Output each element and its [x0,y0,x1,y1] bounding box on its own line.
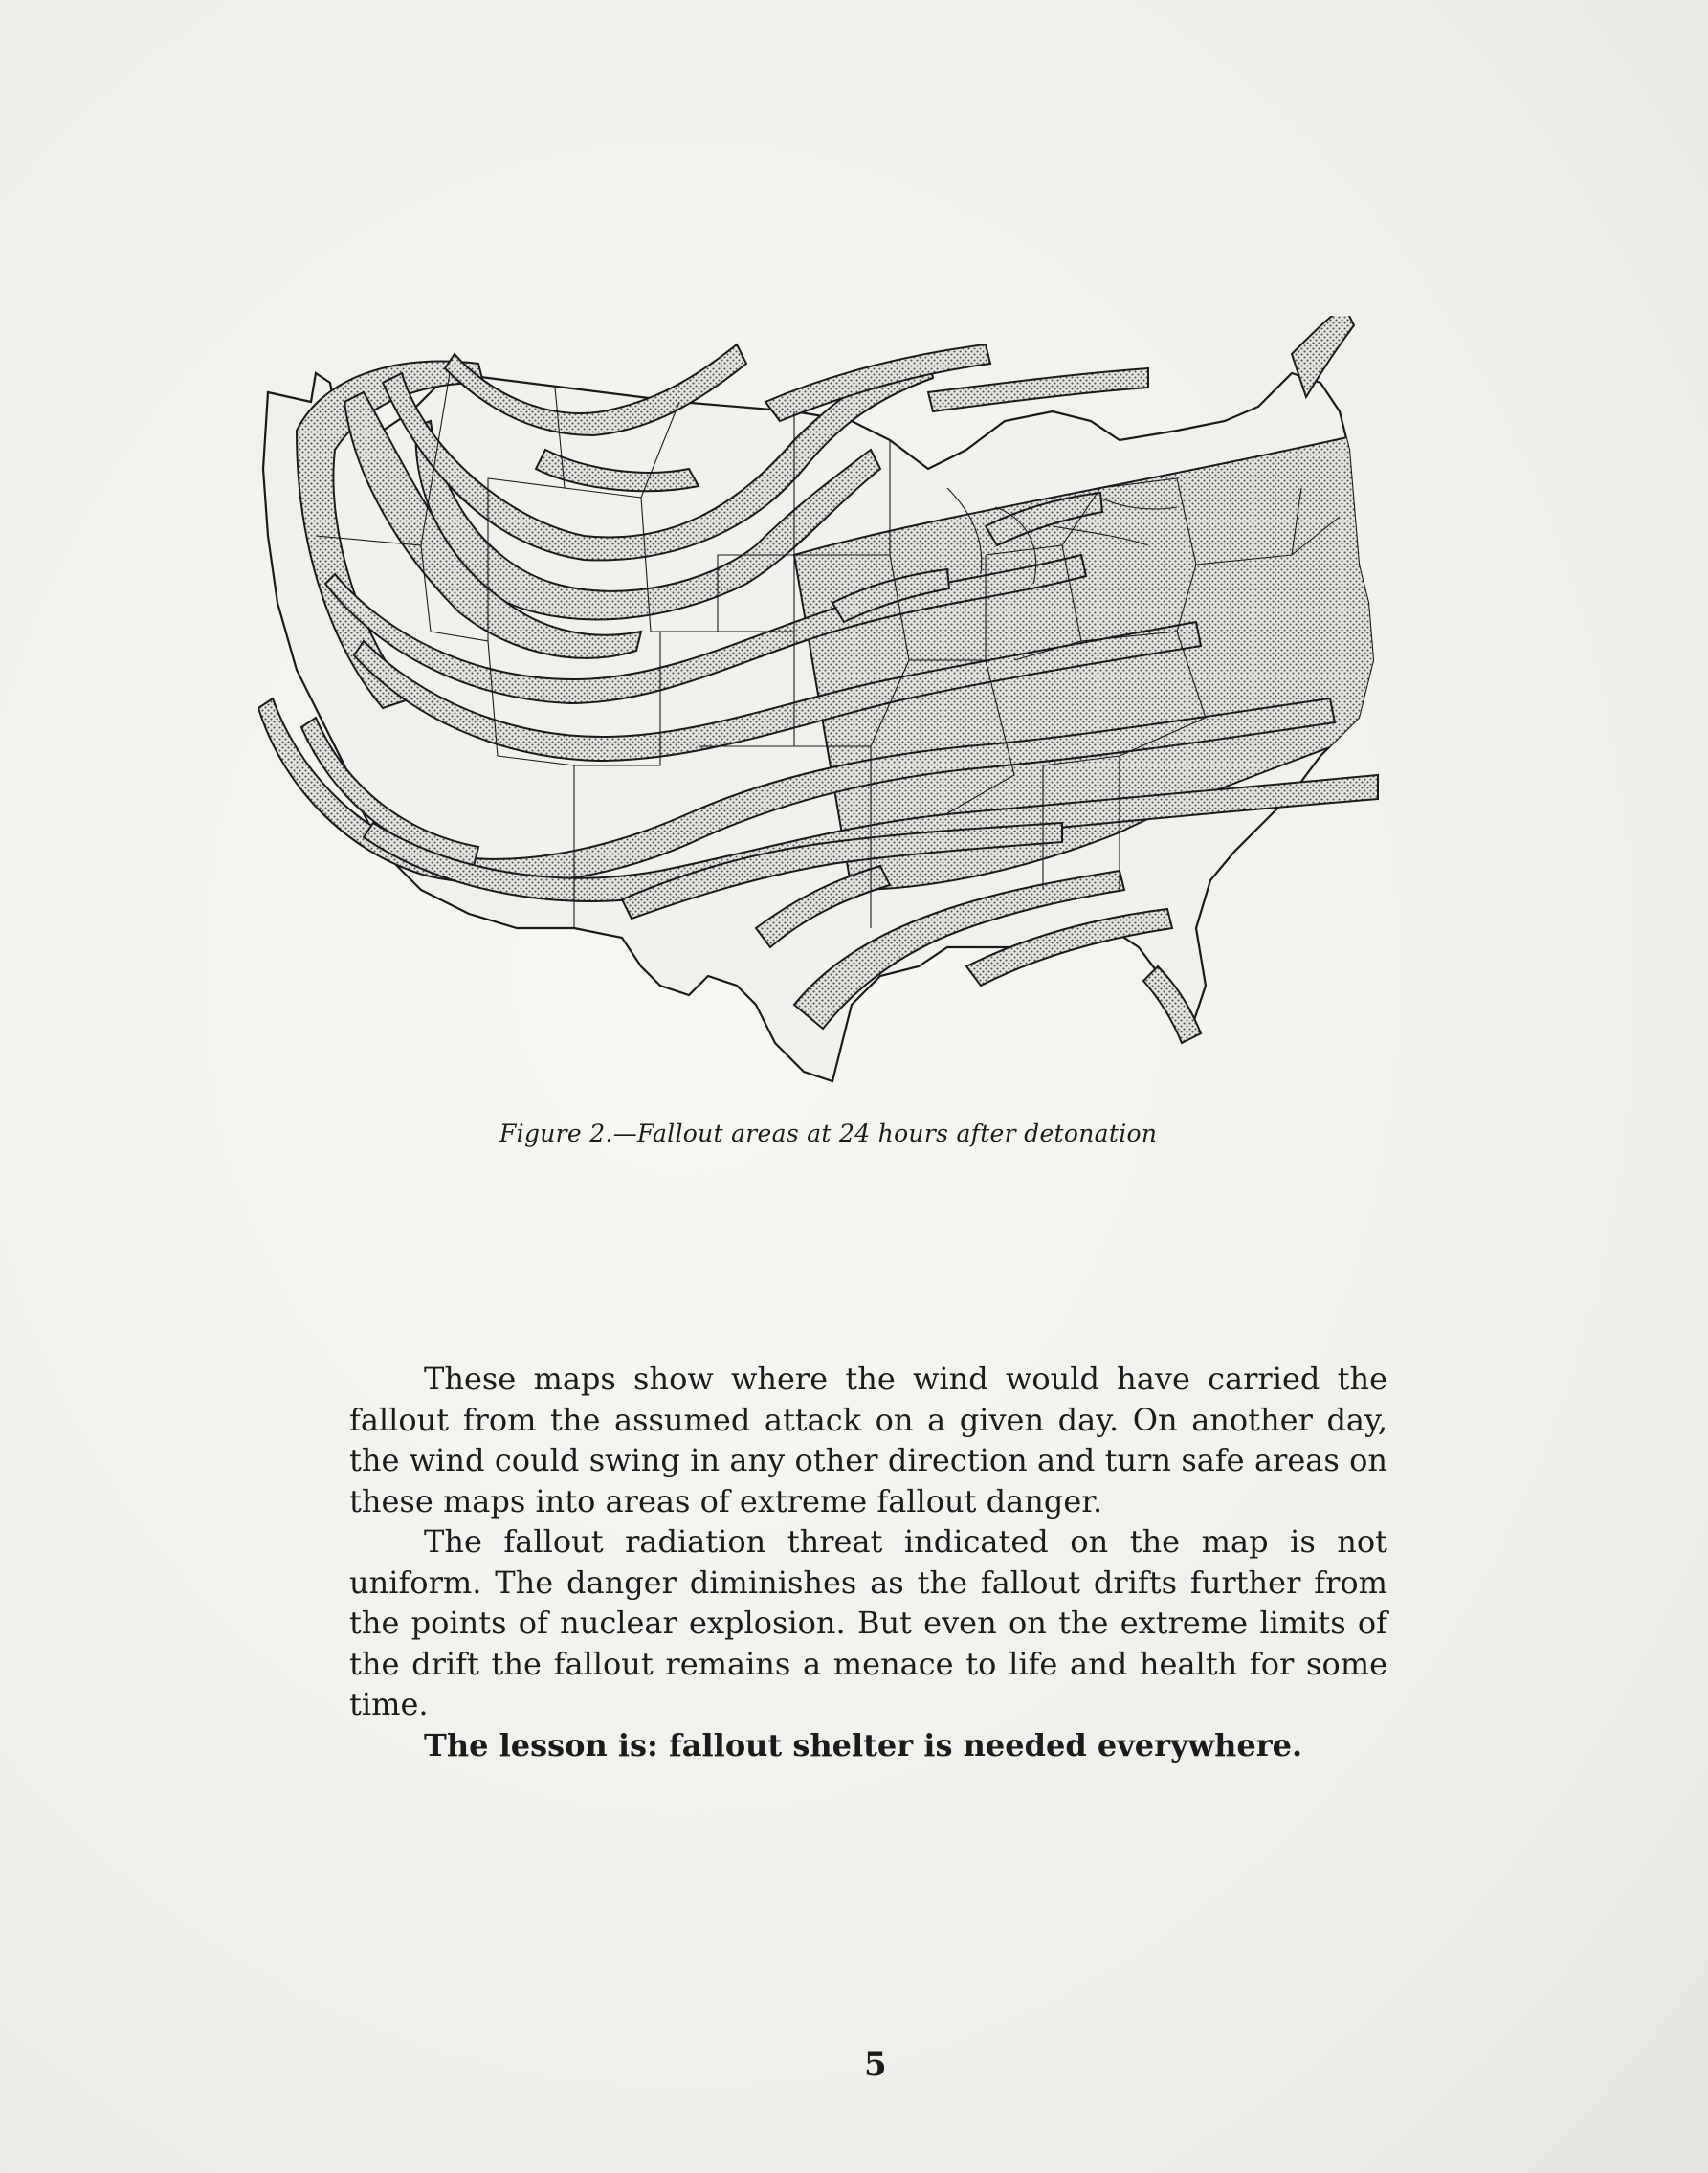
paragraph-2: The fallout radiation threat indicated on the map is not uniform. The danger diminishes as the fallout drifts further from the points of nuclear explosion. But even on the extreme limits of the drift the fallout remains a menace to life and health for some time. [349,1523,1387,1722]
fallout-map-figure [258,316,1445,1148]
figure-caption: Figure 2.—Fallout areas at 24 hours after detonation [499,1120,1158,1147]
fallout-band-8 [928,368,1148,411]
body-text [349,1359,1387,1765]
page-number: 5 [864,2046,887,2084]
lesson-statement: The lesson is: fallout shelter is needed everywhere. [424,1726,1303,1763]
paragraph-1: These maps show where the wind would have carried the fallout from the assumed attack on a given day. On another day, the wind could swing in any other direction and turn safe areas on these maps into areas of extreme fallout danger. [349,1361,1387,1519]
fallout-band-7 [765,344,990,421]
